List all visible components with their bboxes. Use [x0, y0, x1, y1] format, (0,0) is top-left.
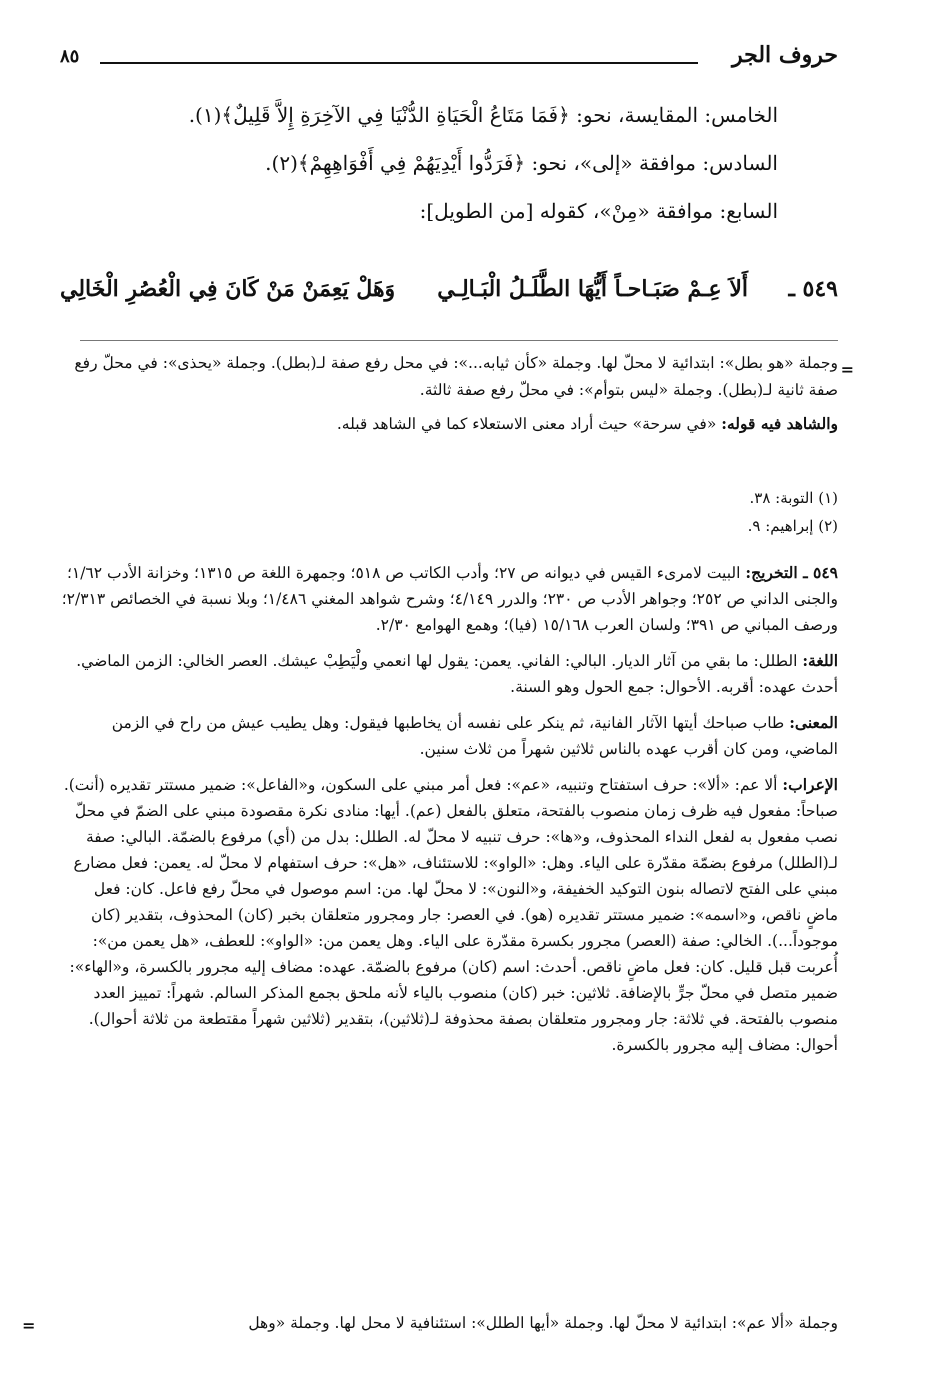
last-line: وجملة «ألا عم»: ابتدائية لا محلّ لها. وجملة «أيها الطلل»: استئنافية لا محل لها. وجملة «وهل: [248, 1314, 838, 1332]
main-text: [60, 100, 778, 244]
continuation-mark-bottom: =: [22, 1316, 36, 1335]
main-line-sixth: السادس: موافقة «إلى»، نحو: ﴿فَرَدُّوا أَيْدِيَهُمْ فِي أَفْوَاهِهِمْ﴾(٢).: [265, 151, 778, 175]
header-rule: [100, 62, 698, 64]
note-evidence: [60, 410, 838, 438]
poetry-verse: [60, 276, 838, 316]
irab-paragraph: [60, 772, 838, 1058]
mana-label: المعنى:: [789, 713, 838, 732]
evidence-text: «في سرحة» حيث أراد معنى الاستعلاء كما في الشاهد قبله.: [336, 415, 717, 433]
verse-second-hemistich: وَهَلْ يَعِمَنْ مَنْ كَانَ فِي الْعُصُرِ الْخَالِي: [60, 276, 396, 302]
irab-text: ألا عم: «ألا»: حرف استفتاح وتنبيه، «عم»: فعل أمر مبني على السكون، و«الفاعل»: ضمير مستتر تقديره (أنت). صباحاً: مفعول فيه ظرف زمان منصوب بالفتحة، متعلق بالفعل (عم). أيها: منادى نكرة مقصودة مبني على الضمّ في محلّ نصب مفعول به لفعل النداء المحذوف، و«ها»: حرف تنبيه لا محلّ له. الطلل: بدل من (أي) مرفوع بالضمّة. البالي: صفة لـ(الطلل) مرفوع بضمّة مقدّرة على الياء. وهل: «الواو»: للاستئناف، «هل»: حرف استفهام لا محلّ له. يعمن: فعل مضارع مبني على الفتح لاتصاله بنون التوكيد الخفيفة، و«النون»: لا محلّ لها. من: اسم موصول في محلّ رفع فاعل. كان: فعل ماضٍ ناقص، و«اسمه»: ضمير مستتر تقديره (هو). في العصر: جار ومجرور متعلقان بخبر (كان) المحذوف، بتقدير (كان موجوداً...). الخالي: صفة (العصر) مجرور بكسرة مقدّرة على الياء. وهل يعمن من: «الواو»: للعطف، «هل يعمن من»: أُعربت قبل قليل. كان: فعل ماضٍ ناقص. أحدث: اسم (كان) مرفوع بالضمّة. عهده: مضاف إليه مجرور بالكسرة، و«الهاء»: ضمير متصل في محلّ جرٍّ بالإضافة. ثلاثين: خبر (كان) منصوب بالياء لأنه ملحق بجمع المذكر السالم. شهراً: تمييز العدد منصوب بالفتحة. في ثلاثة: جار ومجرور متعلقان بصفة محذوفة لـ(ثلاثين)، بتقدير (ثلاثين شهراً مقتطعة من ثلاثة أحوال). أحوال: مضاف إليه مجرور بالكسرة.: [63, 776, 838, 1054]
verse-first-hemistich: أَلاَ عِـمْ صَبَـاحـاً أَيُّهَا الطَّلَـلُ الْبَـالِـي: [437, 276, 748, 302]
page-number: ٨٥: [60, 46, 80, 67]
evidence-label: والشاهد فيه قوله:: [721, 414, 838, 433]
lugha-text: الطلل: ما بقي من آثار الديار. البالي: الفاني. يعمن: يقول لها انعمي ولْيَطِبْ عيشك. العصر الخالي: الزمن الماضي. أحدث عهده: أقربه. الأحوال: جمع الحول وهو السنة.: [76, 652, 838, 696]
mana-text: طاب صباحك أيتها الآثار الفانية، ثم ينكر على نفسه أن يخاطبها فيقول: وهل يطيب عيش من راح في الزمن الماضي، ومن كان أقرب عهده بالناس ثلاثين شهراً من ثلاث سنين.: [111, 714, 838, 758]
mana-paragraph: [60, 710, 838, 762]
footnote-separator: [80, 340, 838, 341]
irab-label: الإعراب:: [782, 775, 838, 794]
verse-number: ٥٤٩ ـ: [788, 276, 838, 302]
continuation-mark: =: [840, 360, 854, 379]
takhrij-label: ٥٤٩ ـ التخريج:: [745, 563, 838, 582]
takhrij-paragraph: [60, 560, 838, 638]
lugha-paragraph: [60, 648, 838, 700]
footnote-1: (١) التوبة: ٣٨.: [749, 489, 838, 507]
footnotes: [60, 484, 838, 540]
continued-notes: [60, 350, 838, 444]
takhrij-text: البيت لامرىء القيس في ديوانه ص ٢٧؛ وأدب الكاتب ص ٥١٨؛ وجمهرة اللغة ص ١٣١٥؛ وخزانة الأدب ١/٦٢؛ والجنى الداني ص ٢٥٢؛ وجواهر الأدب ص ٢٣٠؛ والدرر ٤/١٤٩؛ وشرح شواهد المغني ١/٤٨٦؛ وبلا نسبة في الخصائص ٢/٣١٣؛ ورصف المباني ص ٣٩١؛ ولسان العرب ١٥/١٦٨ (فيا)؛ وهمع الهوامع ٢/٣٠.: [61, 564, 838, 634]
page-header: [60, 42, 838, 82]
note-sentences: وجملة «هو بطل»: ابتدائية لا محلّ لها. وجملة «كأن ثيابه...»: في محل رفع صفة لـ(بطل). وجملة «يحذى»: في محلّ رفع صفة ثانية لـ(بطل). وجملة «ليس بتوأم»: في محلّ رفع صفة ثالثة.: [74, 354, 838, 399]
verse-commentary: [60, 560, 838, 1068]
lugha-label: اللغة:: [802, 651, 838, 670]
footnote-2: (٢) إبراهيم: ٩.: [747, 517, 838, 535]
main-line-fifth: الخامس: المقايسة، نحو: ﴿فَمَا مَتَاعُ الْحَيَاةِ الدُّنْيَا فِي الآخِرَةِ إِلاَّ قَلِيلٌ﴾(١).: [188, 103, 778, 127]
chapter-title: حروف الجر: [732, 42, 838, 68]
main-line-seventh: السابع: موافقة «مِنْ»، كقوله [من الطويل]:: [419, 199, 778, 223]
